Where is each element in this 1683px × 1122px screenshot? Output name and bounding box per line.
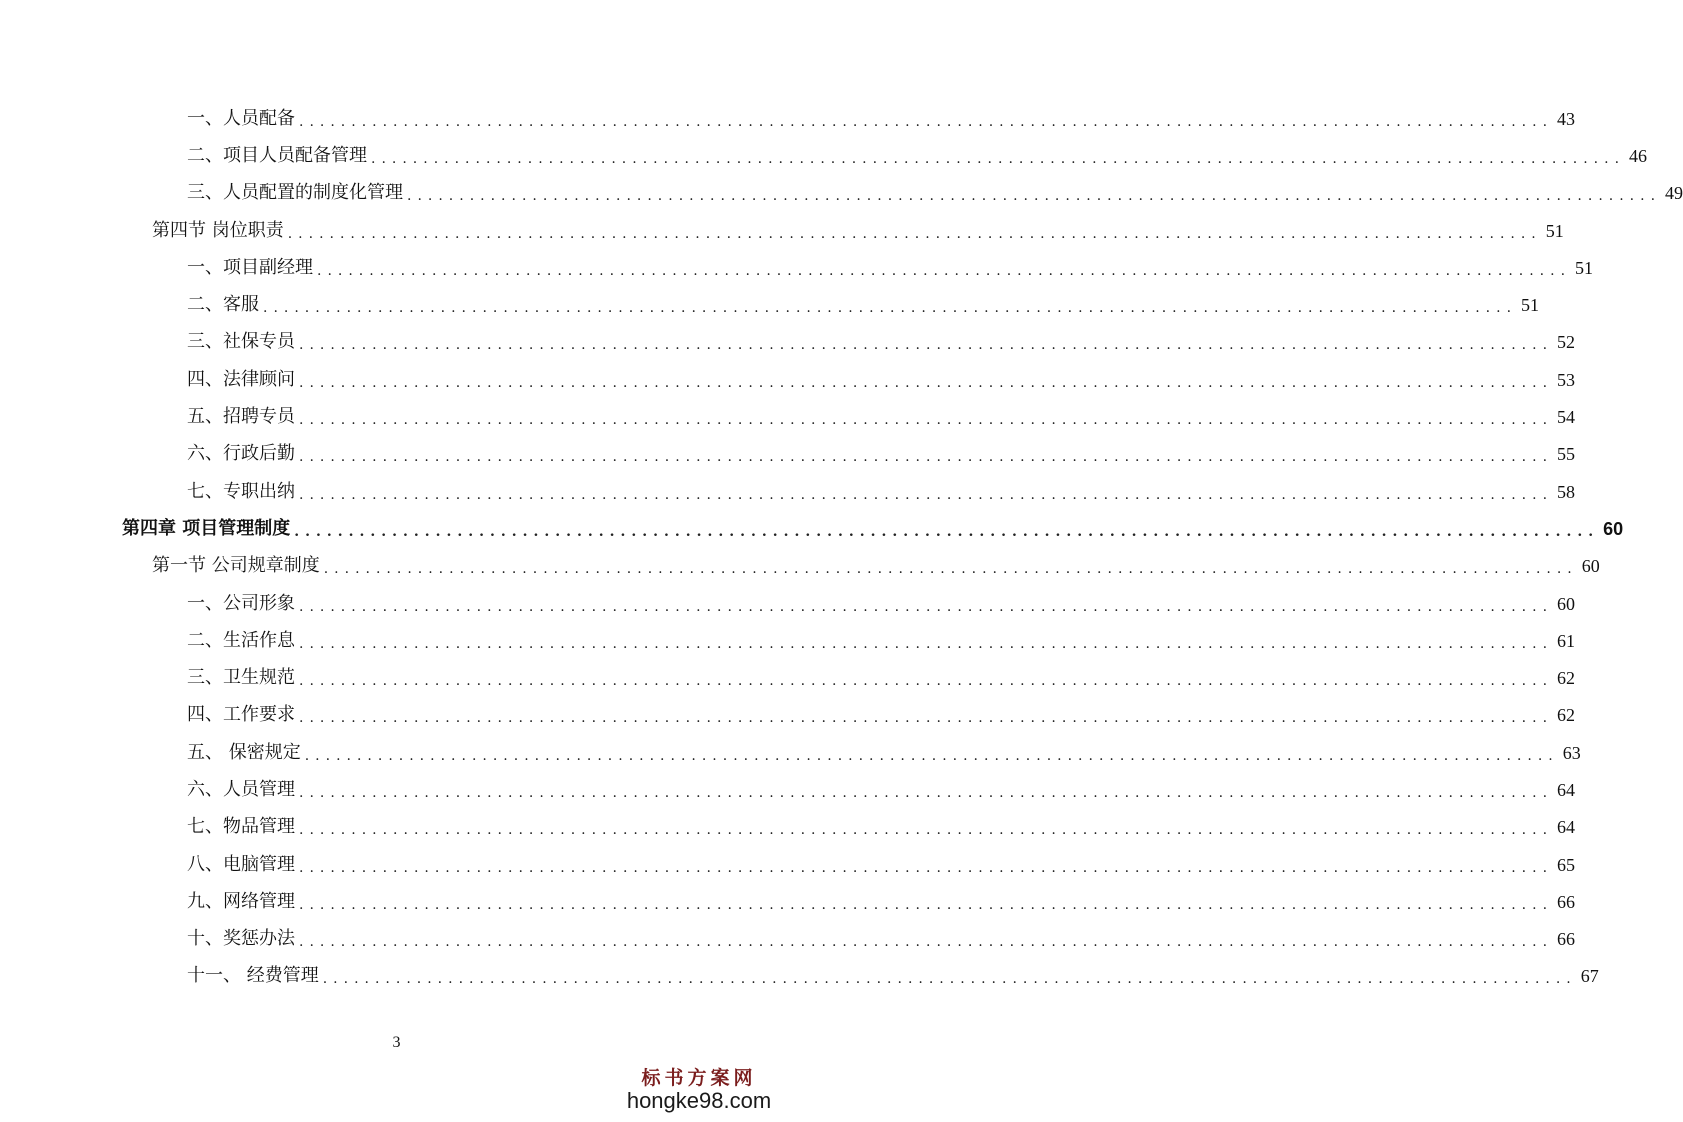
toc-entry-page: 54 <box>1553 408 1575 426</box>
dot-leader: ........................................................................................................................ <box>299 598 1554 615</box>
toc-entry-page: 55 <box>1553 445 1575 463</box>
dot-leader: ........................................................................................................................ <box>407 188 1662 205</box>
dot-leader: ........................................................................................................................ <box>263 300 1518 317</box>
toc-entry-item[interactable] <box>0 398 1576 435</box>
toc-entry-item[interactable] <box>0 883 1576 920</box>
toc-entry-page: 65 <box>1553 856 1575 874</box>
toc-entry-page: 61 <box>1553 632 1575 650</box>
toc-entry-label: 三、卫生规范 <box>187 669 299 687</box>
toc-entry-label: 四、法律顾问 <box>187 371 299 389</box>
watermark <box>619 1063 779 1114</box>
toc-entry-page: 49 <box>1661 184 1683 202</box>
toc-entry-item[interactable] <box>0 324 1576 361</box>
dot-leader: ........................................................................................................................ <box>323 561 1578 578</box>
toc-entry-item[interactable] <box>0 100 1576 137</box>
toc-entry-item[interactable] <box>0 771 1576 808</box>
toc-entry-page: 53 <box>1553 371 1575 389</box>
toc-entry-label: 三、人员配置的制度化管理 <box>187 184 407 202</box>
toc-entry-chapter[interactable] <box>0 510 1624 547</box>
toc-entry-label: 二、客服 <box>187 296 263 314</box>
toc-entry-label: 五、招聘专员 <box>187 408 299 426</box>
dot-leader: ........................................................................................................................ <box>287 225 1542 242</box>
toc-entry-item[interactable] <box>0 436 1576 473</box>
toc-entry-item[interactable] <box>0 585 1576 622</box>
toc-entry-item[interactable] <box>0 809 1576 846</box>
toc-entry-label: 十、奖惩办法 <box>187 930 299 948</box>
dot-leader: ........................................................................................................................ <box>299 337 1554 354</box>
toc-entry-label: 六、人员管理 <box>187 781 299 799</box>
toc-entry-page: 60 <box>1599 520 1623 538</box>
toc-entry-label: 十一、 经费管理 <box>187 967 323 985</box>
dot-leader: ........................................................................................................................ <box>299 784 1554 801</box>
toc-entry-page: 52 <box>1553 333 1575 351</box>
toc-entry-item[interactable] <box>0 137 1648 174</box>
toc-entry-label: 八、电脑管理 <box>187 856 299 874</box>
toc-entry-label: 第一节 公司规章制度 <box>152 557 324 575</box>
toc-entry-item[interactable] <box>0 697 1576 734</box>
table-of-contents <box>0 100 1683 995</box>
toc-entry-item[interactable] <box>0 361 1576 398</box>
dot-leader: ........................................................................................................................ <box>299 859 1554 876</box>
toc-entry-page: 46 <box>1625 147 1647 165</box>
toc-entry-page: 62 <box>1553 706 1575 724</box>
toc-entry-page: 64 <box>1553 818 1575 836</box>
dot-leader: ........................................................................................................................ <box>304 747 1559 764</box>
dot-leader: ........................................................................................................................ <box>299 635 1554 652</box>
toc-entry-page: 51 <box>1571 259 1593 277</box>
toc-entry-page: 66 <box>1553 930 1575 948</box>
toc-entry-label: 七、物品管理 <box>187 818 299 836</box>
toc-entry-item[interactable] <box>0 958 1599 995</box>
toc-entry-page: 62 <box>1553 669 1575 687</box>
toc-entry-item[interactable] <box>0 473 1576 510</box>
dot-leader: ........................................................................................................................ <box>299 486 1554 503</box>
toc-entry-label: 一、项目副经理 <box>187 259 317 277</box>
dot-leader: ........................................................................................................................ <box>299 934 1554 951</box>
toc-entry-label: 一、公司形象 <box>187 595 299 613</box>
toc-entry-page: 58 <box>1553 483 1575 501</box>
toc-entry-label: 三、社保专员 <box>187 333 299 351</box>
toc-entry-item[interactable] <box>0 846 1576 883</box>
dot-leader: ........................................................................................................................ <box>299 673 1554 690</box>
toc-entry-label: 九、网络管理 <box>187 893 299 911</box>
toc-entry-page: 51 <box>1517 296 1539 314</box>
toc-entry-label: 第四节 岗位职责 <box>152 222 288 240</box>
toc-entry-item[interactable] <box>0 622 1576 659</box>
dot-leader: ........................................................................................................................ <box>294 523 1600 540</box>
dot-leader: ........................................................................................................................ <box>299 374 1554 391</box>
toc-entry-page: 60 <box>1553 595 1575 613</box>
toc-entry-item[interactable] <box>0 659 1576 696</box>
watermark-url: hongke98.com <box>626 1088 772 1113</box>
toc-entry-page: 64 <box>1553 781 1575 799</box>
toc-entry-item[interactable] <box>0 921 1576 958</box>
toc-entry-label: 一、人员配备 <box>187 110 299 128</box>
toc-entry-item[interactable] <box>0 734 1581 771</box>
toc-entry-page: 63 <box>1559 744 1581 762</box>
toc-entry-section[interactable] <box>0 212 1564 249</box>
toc-entry-item[interactable] <box>0 249 1594 286</box>
toc-entry-label: 二、项目人员配备管理 <box>187 147 371 165</box>
toc-entry-item[interactable] <box>0 286 1540 323</box>
toc-entry-label: 六、行政后勤 <box>187 445 299 463</box>
dot-leader: ........................................................................................................................ <box>299 710 1554 727</box>
toc-entry-page: 51 <box>1542 222 1564 240</box>
toc-entry-page: 67 <box>1577 967 1599 985</box>
dot-leader: ........................................................................................................................ <box>299 412 1554 429</box>
page-number: 3 <box>392 1034 401 1051</box>
toc-entry-label: 第四章 项目管理制度 <box>122 520 294 538</box>
dot-leader: ........................................................................................................................ <box>317 262 1572 279</box>
dot-leader: ........................................................................................................................ <box>299 113 1554 130</box>
dot-leader: ........................................................................................................................ <box>299 449 1554 466</box>
toc-entry-page: 66 <box>1553 893 1575 911</box>
toc-entry-label: 二、生活作息 <box>187 632 299 650</box>
toc-entry-section[interactable] <box>0 548 1600 585</box>
dot-leader: ........................................................................................................................ <box>299 822 1554 839</box>
toc-entry-page: 60 <box>1578 557 1600 575</box>
toc-entry-page: 43 <box>1553 110 1575 128</box>
toc-entry-label: 五、 保密规定 <box>187 744 305 762</box>
toc-entry-label: 四、工作要求 <box>187 706 299 724</box>
toc-entry-item[interactable] <box>0 175 1683 212</box>
dot-leader: ........................................................................................................................ <box>322 971 1577 988</box>
dot-leader: ........................................................................................................................ <box>299 896 1554 913</box>
toc-entry-label: 七、专职出纳 <box>187 483 299 501</box>
watermark-name: 标书方案网 <box>641 1067 757 1089</box>
dot-leader: ........................................................................................................................ <box>371 150 1626 167</box>
